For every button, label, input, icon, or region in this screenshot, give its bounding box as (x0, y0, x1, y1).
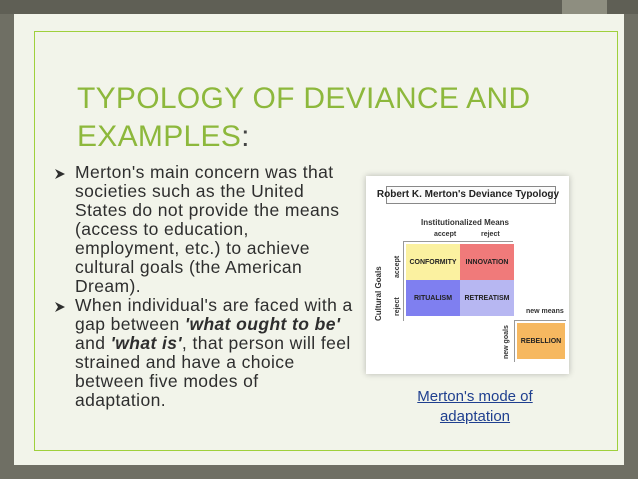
diagram-header: Institutionalized Means (421, 218, 510, 227)
cultural-goals-label: Cultural Goals (374, 266, 383, 321)
row-reject-label: reject (394, 297, 401, 316)
cell-retreatism: RETREATISM (460, 280, 514, 316)
divider-horizontal (403, 241, 513, 242)
bullet-item-2 (53, 296, 353, 410)
slide-title (77, 80, 577, 156)
bullet-2-part-1: When individual's are faced with a gap between (75, 295, 353, 334)
row-accept-label: accept (394, 255, 401, 278)
bullet-2-part-3: , that person will feel strained and have a choice between (75, 333, 351, 391)
bullet-2-part-2: and (75, 333, 111, 353)
bullet-list (53, 163, 353, 410)
merton-diagram (366, 176, 569, 374)
divider-vertical (403, 241, 404, 321)
col-reject-label: reject (481, 231, 500, 238)
cell-innovation: INNOVATION (460, 244, 514, 280)
new-goals-line (514, 320, 515, 362)
bullet-arrow-icon (53, 300, 67, 314)
bullet-item-1 (53, 163, 353, 296)
cell-conformity: CONFORMITY (406, 244, 460, 280)
title-colon: : (241, 120, 250, 153)
emphasis-what-is: 'what is' (110, 333, 182, 353)
top-bar (0, 0, 638, 14)
title-text: TYPOLOGY OF DEVIANCE AND EXAMPLES (77, 82, 531, 153)
bullet-arrow-icon (53, 167, 67, 181)
bullet-2-part-4: five modes of (149, 371, 259, 391)
figure-caption[interactable]: Merton's mode of adaptation (417, 388, 533, 425)
cell-ritualism: RITUALISM (406, 280, 460, 316)
new-means-label: new means (526, 308, 564, 315)
new-goals-label: new goals (503, 325, 510, 359)
new-means-line (514, 320, 566, 321)
bullet-text-2 (75, 296, 353, 410)
emphasis-what-ought: 'what ought to be' (184, 314, 341, 334)
bullet-2-part-5: adaptation. (75, 390, 167, 410)
diagram-title: Robert K. Merton's Deviance Typology (376, 189, 560, 200)
col-accept-label: accept (434, 231, 457, 238)
bullet-text-1: Merton's main concern was that societies such as the United States do not provide the means (access to education, employment, etc.) to achieve cultural goals (the American Dream). (75, 162, 340, 296)
cell-rebellion: REBELLION (517, 323, 565, 359)
